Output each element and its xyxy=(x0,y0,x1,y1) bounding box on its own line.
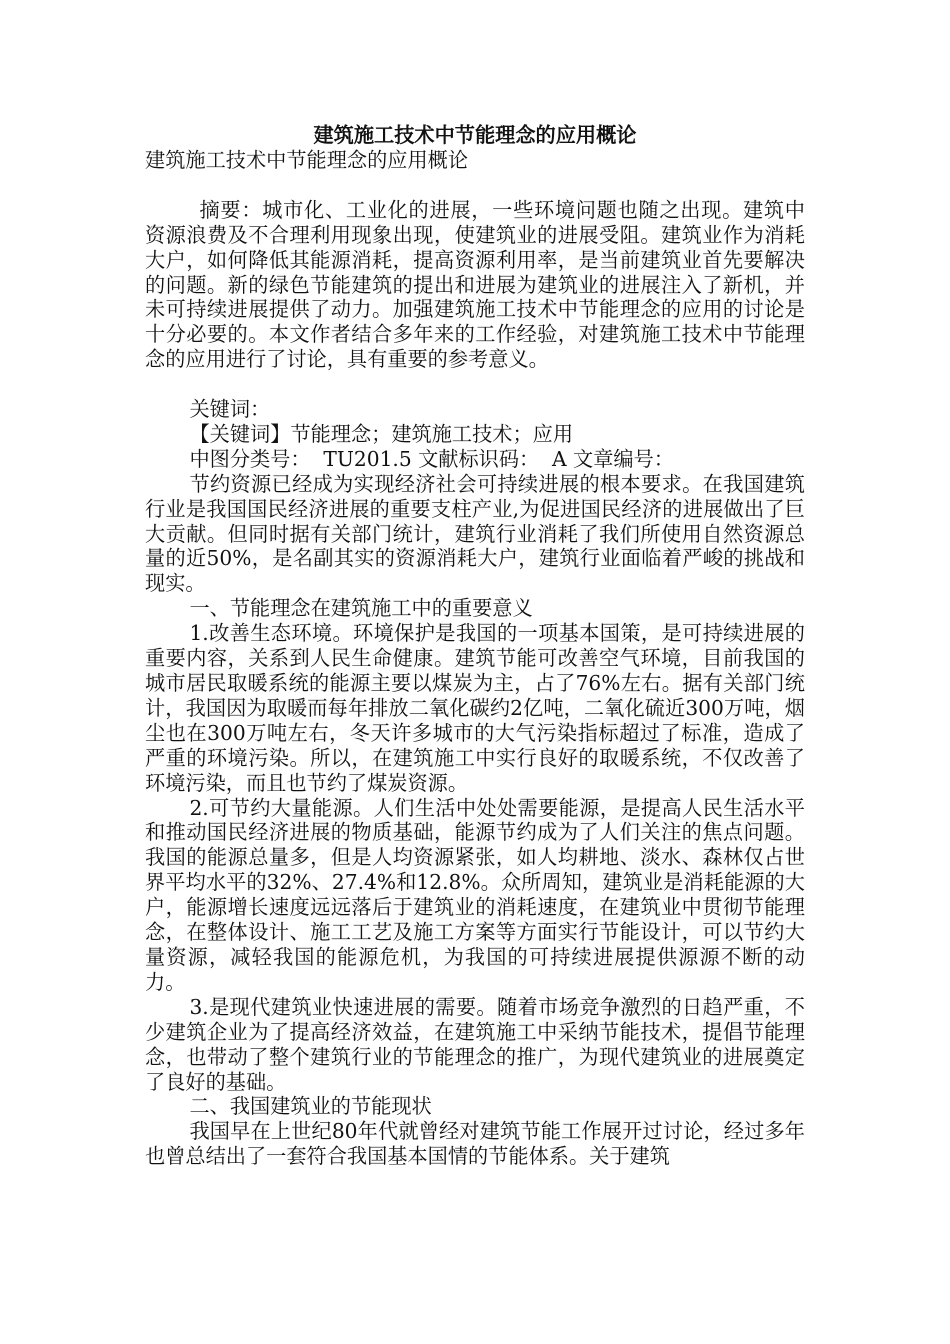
intro-paragraph: 节约资源已经成为实现经济社会可持续进展的根本要求。在我国建筑行业是我国国民经济进展的重要支柱产业,为促进国民经济的进展做出了巨大贡献。但同时据有关部门统计，建筑行业消耗了我们所使用自然资源总量的近50%，是名副其实的资源消耗大户，建筑行业面临着严峻的挑战和现实。 xyxy=(145,471,805,596)
abstract-paragraph: 摘要：城市化、工业化的进展，一些环境问题也随之出现。建筑中资源浪费及不合理利用现象出现，使建筑业的进展受阻。建筑业作为消耗大户，如何降低其能源消耗，提高资源利用率，是当前建筑业首先要解决的问题。新的绿色节能建筑的提出和进展为建筑业的进展注入了新机，并未可持续进展提供了动力。加强建筑施工技术中节能理念的应用的讨论是十分必要的。本文作者结合多年来的工作经验，对建筑施工技术中节能理念的应用进行了讨论，具有重要的参考意义。 xyxy=(145,197,805,372)
document-page xyxy=(145,122,805,1169)
section2-heading: 二、我国建筑业的节能现状 xyxy=(189,1094,432,1119)
point3-paragraph: 3.是现代建筑业快速进展的需要。随着市场竞争激烈的日趋严重，不少建筑企业为了提高经济效益，在建筑施工中采纳节能技术，提倡节能理念，也带动了整个建筑行业的节能理念的推广，为现代建筑业的进展奠定了良好的基础。 xyxy=(145,994,805,1094)
keywords-label: 关键词： xyxy=(189,397,271,422)
section2-paragraph: 我国早在上世纪80年代就曾经对建筑节能工作展开过讨论，经过多年也曾总结出了一套符合我国基本国情的节能体系。关于建筑 xyxy=(145,1119,805,1169)
keywords-line: 【关键词】节能理念；建筑施工技术；应用 xyxy=(189,421,574,446)
section1-heading: 一、节能理念在建筑施工中的重要意义 xyxy=(189,596,533,621)
document-subtitle: 建筑施工技术中节能理念的应用概论 xyxy=(145,148,469,172)
point1-paragraph: 1.改善生态环境。环境保护是我国的一项基本国策，是可持续进展的重要内容，关系到人民生命健康。建筑节能可改善空气环境，目前我国的城市居民取暖系统的能源主要以煤炭为主，占了76%左右。据有关部门统计，我国因为取暖而每年排放二氧化碳约2亿吨，二氧化硫近300万吨，烟尘也在300万吨左右，冬天许多城市的大气污染指标超过了标准，造成了严重的环境污染。所以，在建筑施工中实行良好的取暖系统，不仅改善了环境污染，而且也节约了煤炭资源。 xyxy=(145,621,805,795)
classification-line: 中图分类号： TU201.5 文献标识码： A 文章编号： xyxy=(189,446,674,471)
point2-paragraph: 2.可节约大量能源。人们生活中处处需要能源，是提高人民生活水平和推动国民经济进展的物质基础，能源节约成为了人们关注的焦点问题。我国的能源总量多，但是人均资源紧张，如人均耕地、淡水、森林仅占世界平均水平的32%、27.4%和12.8%。众所周知，建筑业是消耗能源的大户，能源增长速度远远落后于建筑业的消耗速度，在建筑业中贯彻节能理念，在整体设计、施工工艺及施工方案等方面实行节能设计，可以节约大量资源，减轻我国的能源危机，为我国的可持续进展提供源源不断的动力。 xyxy=(145,795,805,994)
document-title: 建筑施工技术中节能理念的应用概论 xyxy=(313,123,637,147)
